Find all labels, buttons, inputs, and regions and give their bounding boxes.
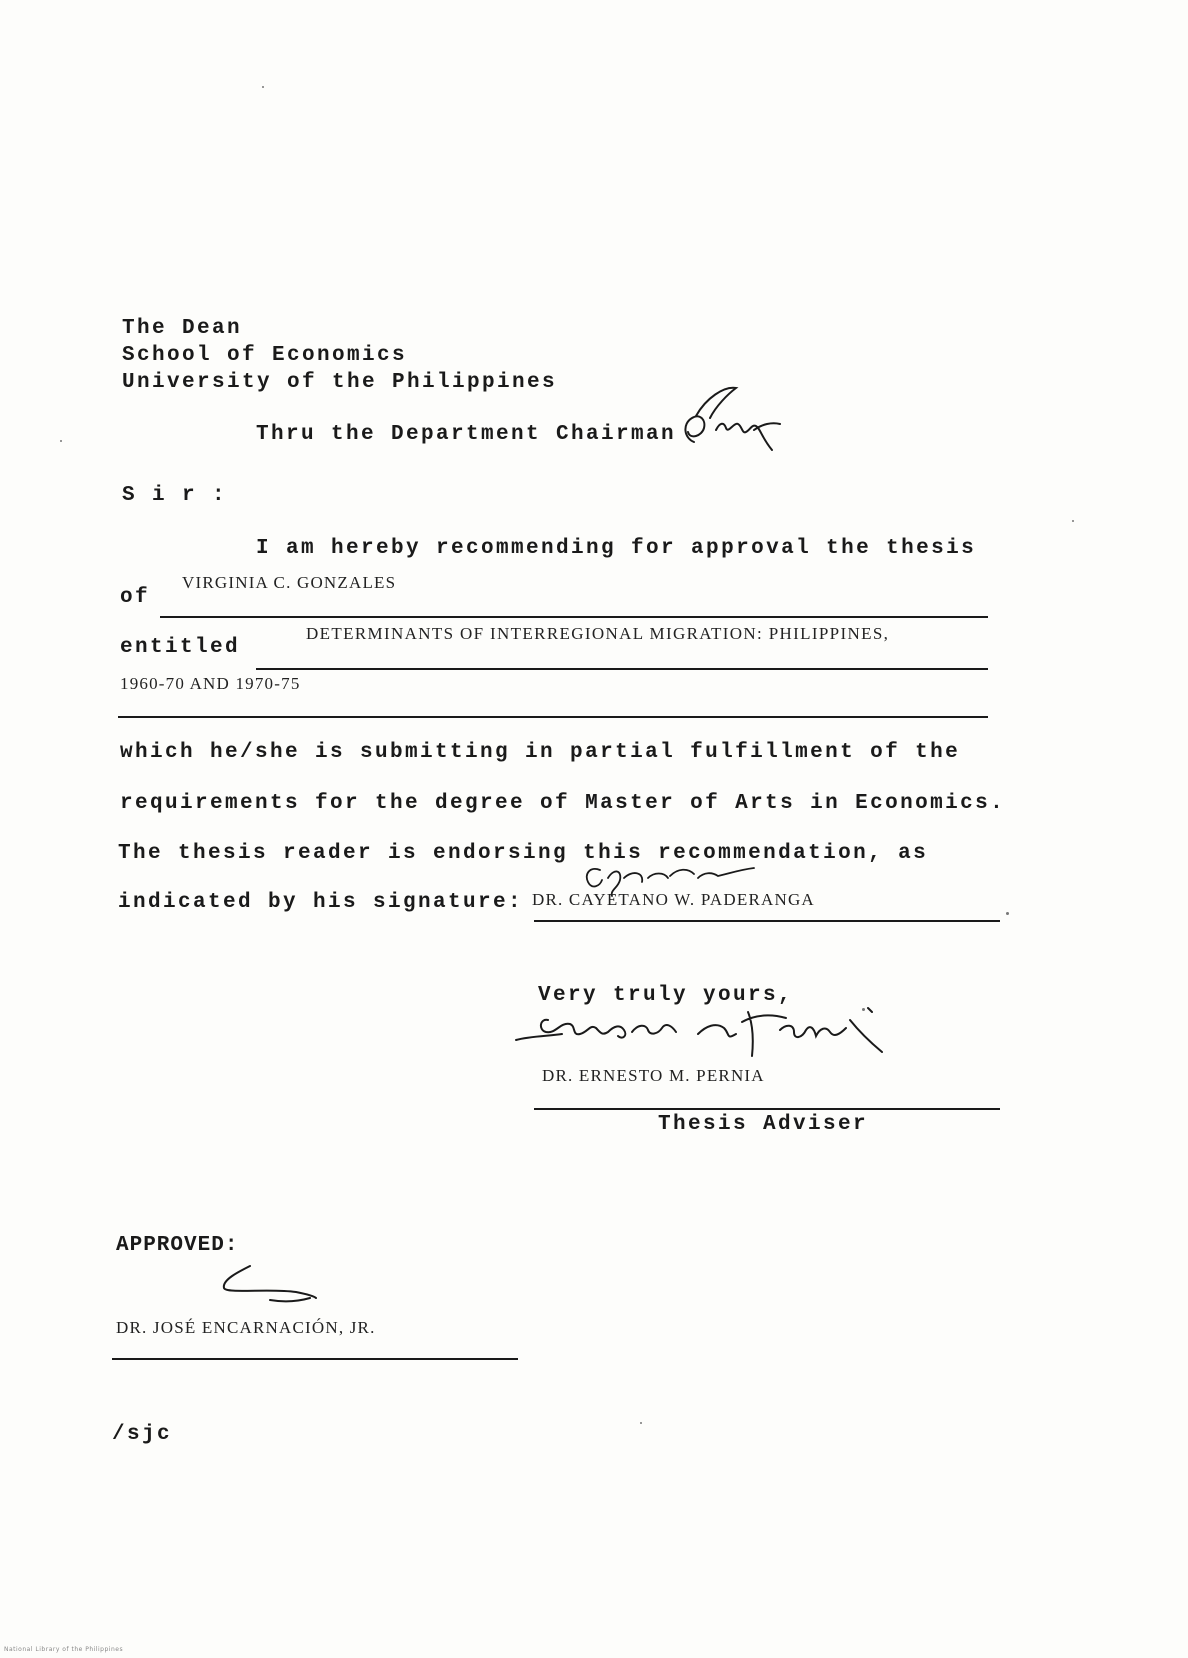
- reader-line-period: [1006, 912, 1009, 915]
- reader-signature: [578, 860, 768, 900]
- thesis-title-line-2: 1960-70 AND 1970-75: [120, 674, 301, 693]
- entitled-label: entitled: [120, 636, 241, 659]
- addressee-line-1: The Dean: [122, 317, 243, 340]
- valediction: Very truly yours,: [538, 984, 794, 1007]
- dean-signature: [210, 1262, 330, 1312]
- scan-footer: National Library of the Philippines: [4, 1646, 124, 1653]
- scan-speck: [60, 440, 62, 442]
- student-name-rule: [160, 616, 988, 618]
- thesis-title-rule-1: [256, 668, 988, 670]
- body-line-3: The thesis reader is endorsing this recommendation, as: [118, 842, 929, 865]
- student-name: VIRGINIA C. GONZALES: [182, 573, 397, 592]
- typist-initials: /sjc: [112, 1423, 173, 1446]
- body-line-2: requirements for the degree of Master of Arts in Economics.: [120, 792, 1006, 815]
- thru-line: Thru the Department Chairman: [256, 423, 677, 446]
- adviser-title: Thesis Adviser: [658, 1113, 869, 1136]
- scan-speck: [862, 1008, 865, 1011]
- of-label: of: [120, 586, 151, 609]
- scan-speck: [262, 86, 264, 88]
- recommendation-sentence: I am hereby recommending for approval the thesis: [256, 537, 977, 560]
- thesis-title-rule-2: [118, 716, 988, 718]
- reader-signature-rule: [534, 920, 1000, 922]
- scan-speck: [640, 1422, 642, 1424]
- body-line-1: which he/she is submitting in partial fulfillment of the: [120, 741, 961, 764]
- adviser-signature-rule: [534, 1108, 1000, 1110]
- reader-name: DR. CAYETANO W. PADERANGA: [532, 890, 815, 909]
- salutation: S i r :: [122, 484, 228, 507]
- body-line-4: indicated by his signature:: [118, 891, 524, 914]
- thesis-title-line-1: DETERMINANTS OF INTERREGIONAL MIGRATION: PHILIPPINES,: [306, 624, 890, 643]
- adviser-signature: [510, 1000, 900, 1070]
- scan-speck: [1072, 520, 1074, 522]
- addressee-line-2: School of Economics: [122, 344, 408, 367]
- approved-label: APPROVED:: [116, 1234, 239, 1257]
- addressee-line-3: University of the Philippines: [122, 371, 558, 394]
- adviser-name: DR. ERNESTO M. PERNIA: [542, 1066, 765, 1085]
- chairman-initials-signature: [676, 380, 786, 460]
- approver-name: DR. JOSÉ ENCARNACIÓN, JR.: [116, 1318, 376, 1337]
- approver-signature-rule: [112, 1358, 518, 1360]
